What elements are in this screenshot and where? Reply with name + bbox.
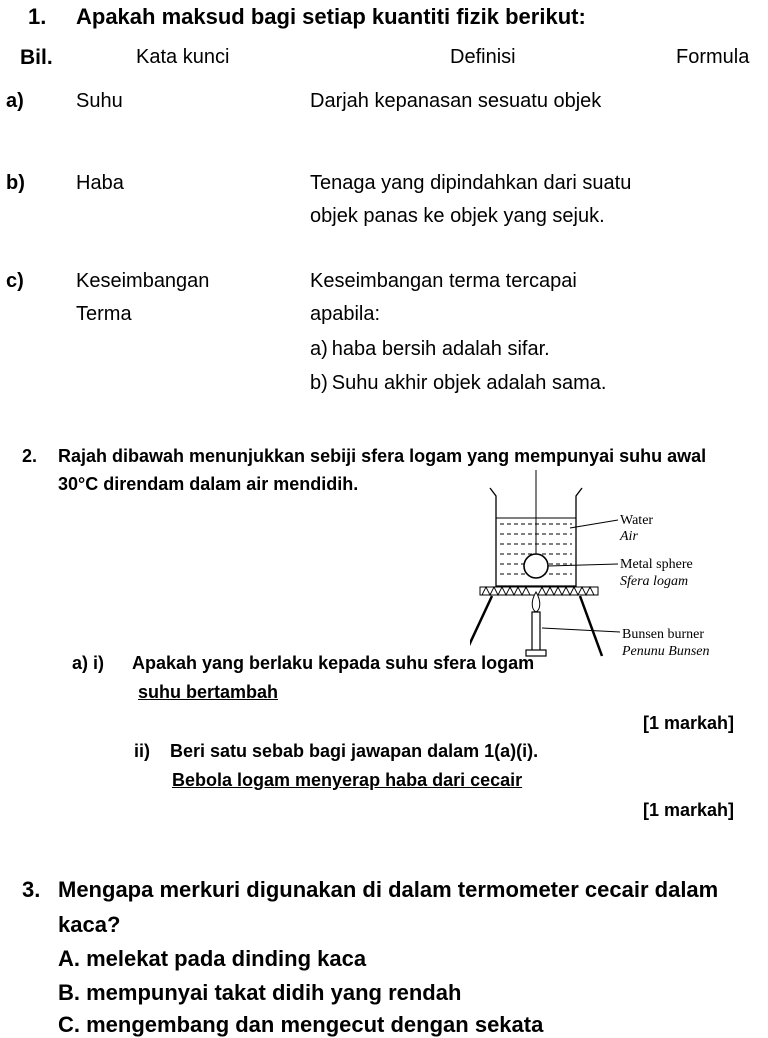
row-c-definition-line-4: b) Suhu akhir objek adalah sama. [310,372,607,394]
header-formula: Formula [676,46,750,68]
label-water: Water [620,513,654,528]
question-2a-ii-prefix: ii) [134,741,150,761]
option-c: C. mengembang dan mengecut dengan sekata [58,1012,544,1037]
label-sphere: Metal sphere [620,557,693,572]
question-2-number: 2. [22,446,38,466]
tripod-leg-left [470,596,492,656]
bunsen-burner [532,612,540,652]
row-b-definition-line-1: Tenaga yang dipindahkan dari suatu [310,172,632,194]
pointer-water [570,520,618,528]
label-sphere-ms: Sfera logam [620,574,689,589]
question-3-number: 3. [22,877,41,902]
row-c-definition-line-1: Keseimbangan terma tercapai [310,270,577,292]
question-2a-i-answer: suhu bertambah [138,682,279,702]
row-c-keyword-line-1: Keseimbangan [76,270,210,292]
header-keyword: Kata kunci [136,46,230,68]
question-2a-i-prefix: a) i) [72,653,105,673]
question-2a-ii-marks: [1 markah] [643,800,735,820]
row-a-definition: Darjah kepanasan sesuatu objek [310,90,602,112]
pointer-burner [542,628,620,632]
question-1-number: 1. [28,4,47,29]
row-c-definition-line-2: apabila: [310,303,381,325]
question-2-stem-line-1: Rajah dibawah menunjukkan sebiji sfera logam yang mempunyai suhu awal [58,446,707,466]
row-c-definition-line-3: a) haba bersih adalah sifar. [310,338,550,360]
question-2a-ii-text: Beri satu sebab bagi jawapan dalam 1(a)(i). [170,741,539,761]
row-b-definition-line-2: objek panas ke objek yang sejuk. [310,205,605,227]
label-burner-ms: Penunu Bunsen [622,644,710,659]
question-2-stem-line-2: 30°C direndam dalam air mendidih. [58,474,359,494]
row-b-label: b) [6,172,25,194]
header-definition: Definisi [450,46,516,68]
row-c-keyword-line-2: Terma [76,303,132,325]
row-c-label: c) [6,270,24,292]
metal-sphere [524,554,548,578]
row-a-keyword: Suhu [76,90,123,112]
row-b-keyword: Haba [76,172,124,194]
row-a-label: a) [6,90,24,112]
question-2a-i-marks: [1 markah] [643,713,735,733]
header-bil: Bil. [20,46,53,69]
question-3-line-1: Mengapa merkuri digunakan di dalam termometer cecair dalam [58,877,719,902]
label-burner: Bunsen burner [622,627,705,642]
option-b: B. mempunyai takat didih yang rendah [58,980,462,1005]
label-water-ms: Air [620,529,638,544]
question-2a-i-text: Apakah yang berlaku kepada suhu sfera logam [132,653,535,673]
beaker-diagram [470,470,760,670]
option-a: A. melekat pada dinding kaca [58,946,367,971]
question-1-title: Apakah maksud bagi setiap kuantiti fizik berikut: [76,4,586,29]
tripod-leg-right [580,596,602,656]
question-3-line-2: kaca? [58,912,121,937]
question-2a-ii-answer: Bebola logam menyerap haba dari cecair [172,770,523,790]
